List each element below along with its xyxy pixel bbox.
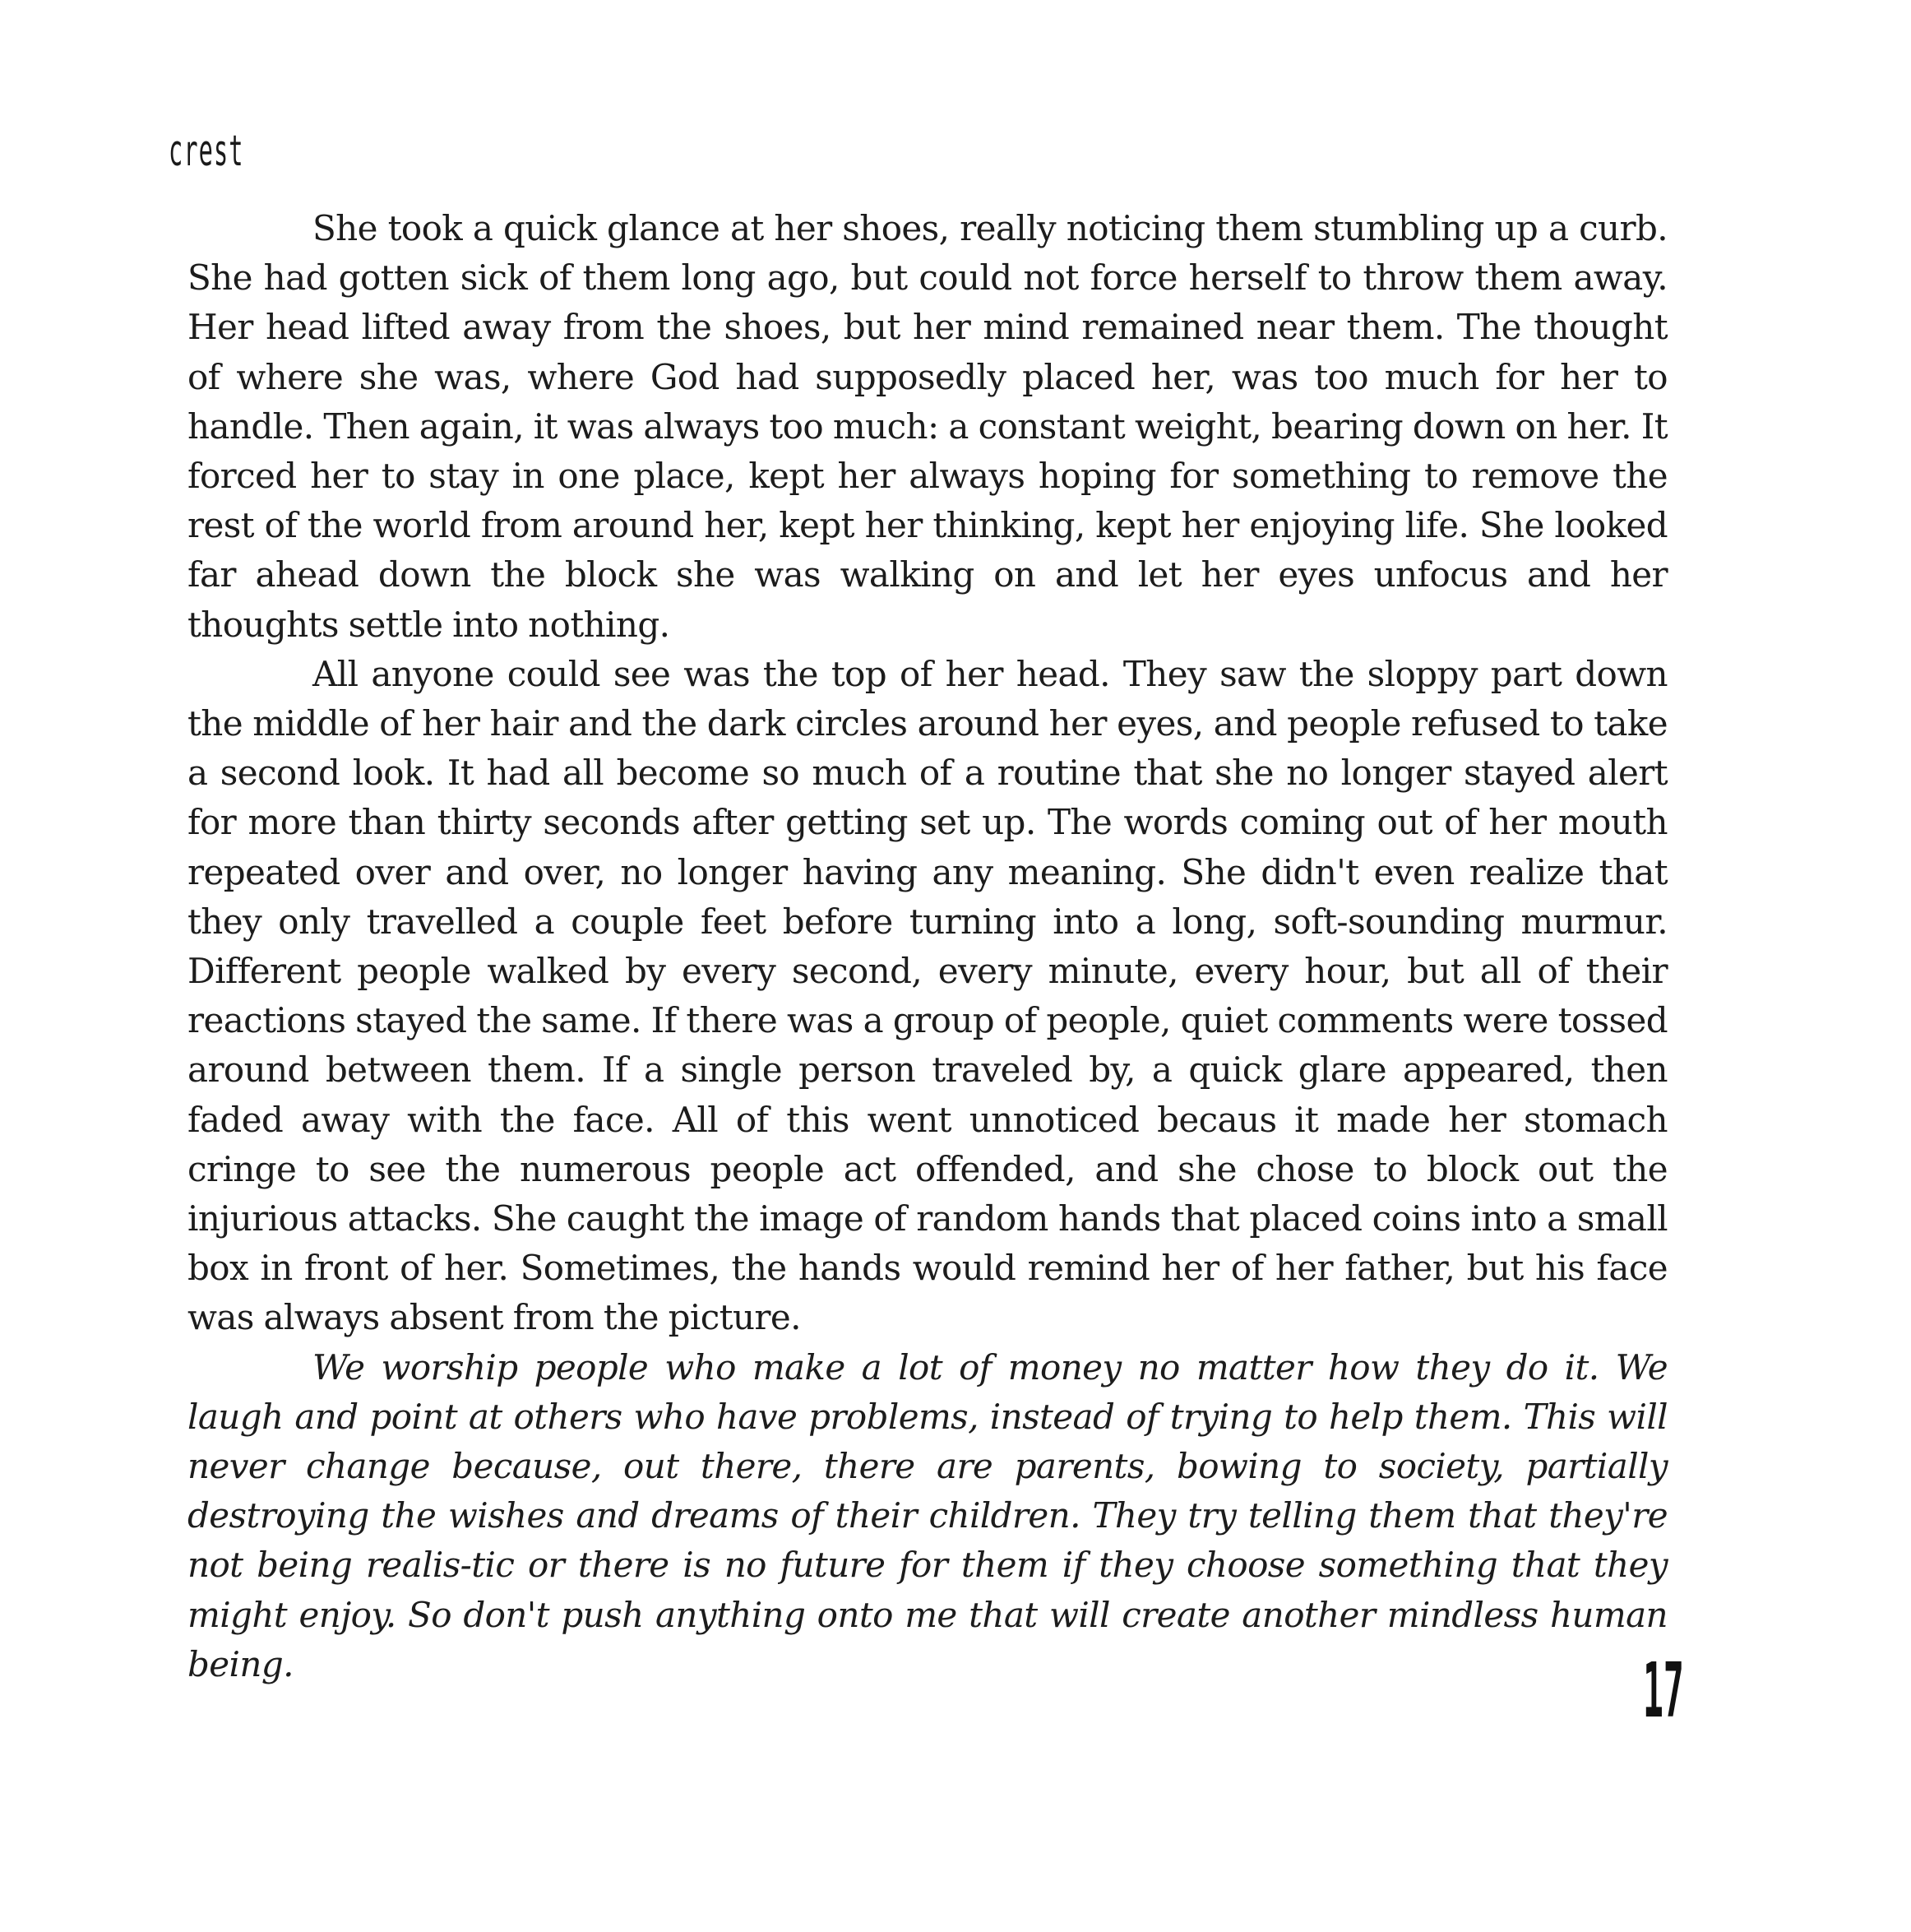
paragraph-2: All anyone could see was the top of her head. They saw the sloppy part down the middle of her hair and the dark circles around her eyes, and people refused to take a second look. It had all become so much of a routine that she no longer stayed alert for more than thirty seconds after getting set up. The words coming out of her mouth repeated over and over, no longer having any meaning. She didn't even realize that they only travelled a couple feet before turning into a long, soft-sounding murmur. Different people walked by every second, every minute, every hour, but all of their reactions stayed the same. If there was a group of people, quiet comments were tossed around between them. If a single person traveled by, a quick glare appeared, then faded away with the face. All of this went unnoticed becaus it made her stomach cringe to see the numerous people act offended, and she chose to block out the injurious attacks. She caught the image of random hands that placed coins into a small box in front of her. Sometimes, the hands would remind her of her father, but his face was always absent from the picture. — [187, 653, 1668, 1338]
page-number: 17 — [1643, 1647, 1684, 1735]
paragraph-1: She took a quick glance at her shoes, really noticing them stumbling up a curb. She had gotten sick of them long ago, but could not force herself to throw them away. Her head lifted away from the shoes, but her mind remained near them. The thought of where she was, where God had supposedly placed her, was too much for her to handle. Then again, it was always too much: a constant weight, bearing down on her. It forced her to stay in one place, kept her always hoping for something to remove the rest of the world from around her, kept her thinking, kept her enjoying life. She looked far ahead down the block she was walking on and let her eyes unfocus and her thoughts settle into nothing. — [187, 208, 1668, 645]
paragraph-3-italic: We worship people who make a lot of money no matter how they do it. We laugh and point at others who have problems, instead of trying to help them. This will never change because, out there, there are parents, bowing to society, partially destroying the wishes and dreams of their children. They try telling them that they're not being realis-tic or there is no future for them if they choose something that they might enjoy. So don't push anything onto me that will create another mindless human being. — [187, 1346, 1668, 1684]
running-head: crest — [169, 127, 244, 176]
body-text — [187, 204, 1668, 1689]
